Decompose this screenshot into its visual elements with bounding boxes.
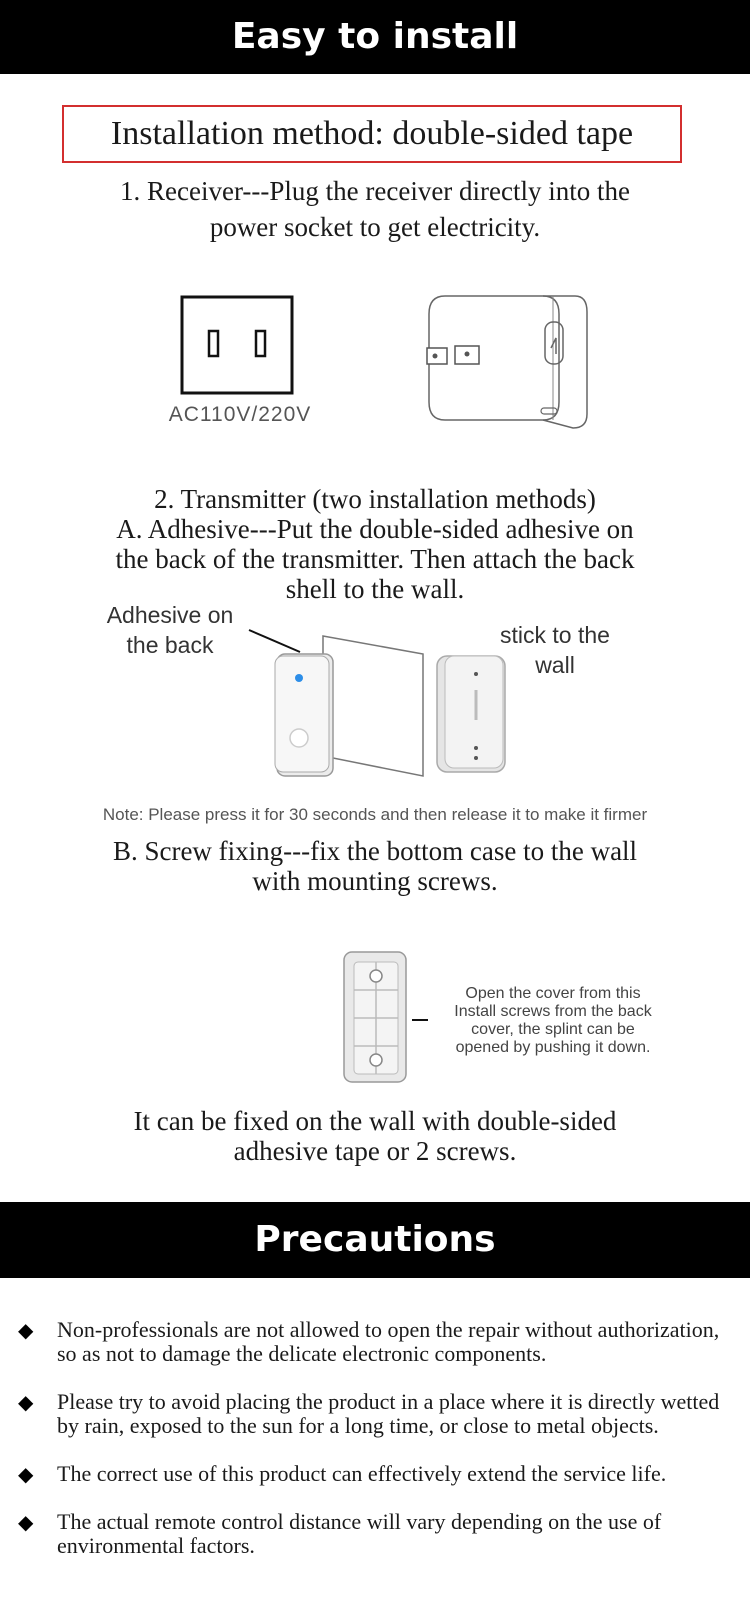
precaution-text: Non-professionals are not allowed to open the repair without authorization, so as not to damage the delicate electronic components.: [57, 1317, 720, 1366]
stick-label-line2: wall: [535, 652, 575, 678]
cover-label-line4: opened by pushing it down.: [455, 1039, 651, 1056]
power-socket-icon: [180, 295, 300, 405]
transmitter-adhesive-illustration: [245, 610, 525, 780]
precautions-banner: [0, 1202, 750, 1278]
adhesive-label-line1: Adhesive on: [106, 602, 234, 628]
precautions-list: [0, 1318, 750, 1582]
step1-line2: power socket to get electricity.: [209, 212, 541, 242]
step1-text: [0, 176, 750, 242]
cover-label-line1: Open the cover from this: [465, 985, 641, 1002]
cover-label-line3: cover, the splint can be: [471, 1021, 635, 1038]
header-banner: [0, 0, 750, 74]
step2-text: [0, 484, 750, 604]
summary-line2: adhesive tape or 2 screws.: [233, 1136, 517, 1166]
cover-label-line2: Install screws from the back: [454, 1003, 652, 1020]
step2-a-line3: shell to the wall.: [285, 574, 465, 604]
step2-b-text: [0, 836, 750, 896]
diamond-bullet-icon: ◆: [18, 1510, 34, 1534]
cover-instructions: [438, 985, 668, 1057]
diamond-bullet-icon: ◆: [18, 1462, 34, 1486]
step2-a-line2: the back of the transmitter. Then attach the back: [115, 544, 635, 574]
precaution-item: [0, 1390, 750, 1438]
back-case-illustration: [340, 950, 430, 1085]
diamond-bullet-icon: ◆: [18, 1318, 34, 1342]
stick-label-line1: stick to the: [500, 622, 610, 648]
installation-method-box: [62, 105, 682, 163]
installation-method-title: Installation method: double-sided tape: [110, 115, 634, 152]
step1-line1: 1. Receiver---Plug the receiver directly into the: [120, 176, 630, 206]
precaution-item: [0, 1318, 750, 1366]
adhesive-label: [95, 600, 245, 660]
precaution-item: [0, 1510, 750, 1558]
receiver-plug-icon: [425, 294, 605, 434]
step2-b-line2: with mounting screws.: [252, 866, 498, 896]
diamond-bullet-icon: ◆: [18, 1390, 34, 1414]
socket-voltage-label: AC110V/220V: [168, 403, 312, 426]
precaution-text: Please try to avoid placing the product in a place where it is directly wetted by rain, exposed to the sun for a long time, or close to metal objects.: [57, 1389, 720, 1438]
precautions-title: Precautions: [254, 1219, 496, 1260]
summary-line1: It can be fixed on the wall with double-sided: [133, 1106, 617, 1136]
step2-a-line1: A. Adhesive---Put the double-sided adhesive on: [116, 514, 634, 544]
precaution-text: The actual remote control distance will vary depending on the use of environmental factors.: [57, 1509, 662, 1558]
step2-b-line1: B. Screw fixing---fix the bottom case to the wall: [112, 836, 638, 866]
precaution-text: The correct use of this product can effectively extend the service life.: [57, 1461, 667, 1486]
summary-text: [0, 1106, 750, 1166]
adhesive-note: Note: Please press it for 30 seconds and then release it to make it firmer: [102, 805, 648, 824]
precaution-item: [0, 1462, 750, 1486]
header-title: Easy to install: [231, 16, 519, 57]
adhesive-label-line2: the back: [126, 632, 214, 658]
step2-title: 2. Transmitter (two installation methods): [154, 484, 596, 514]
